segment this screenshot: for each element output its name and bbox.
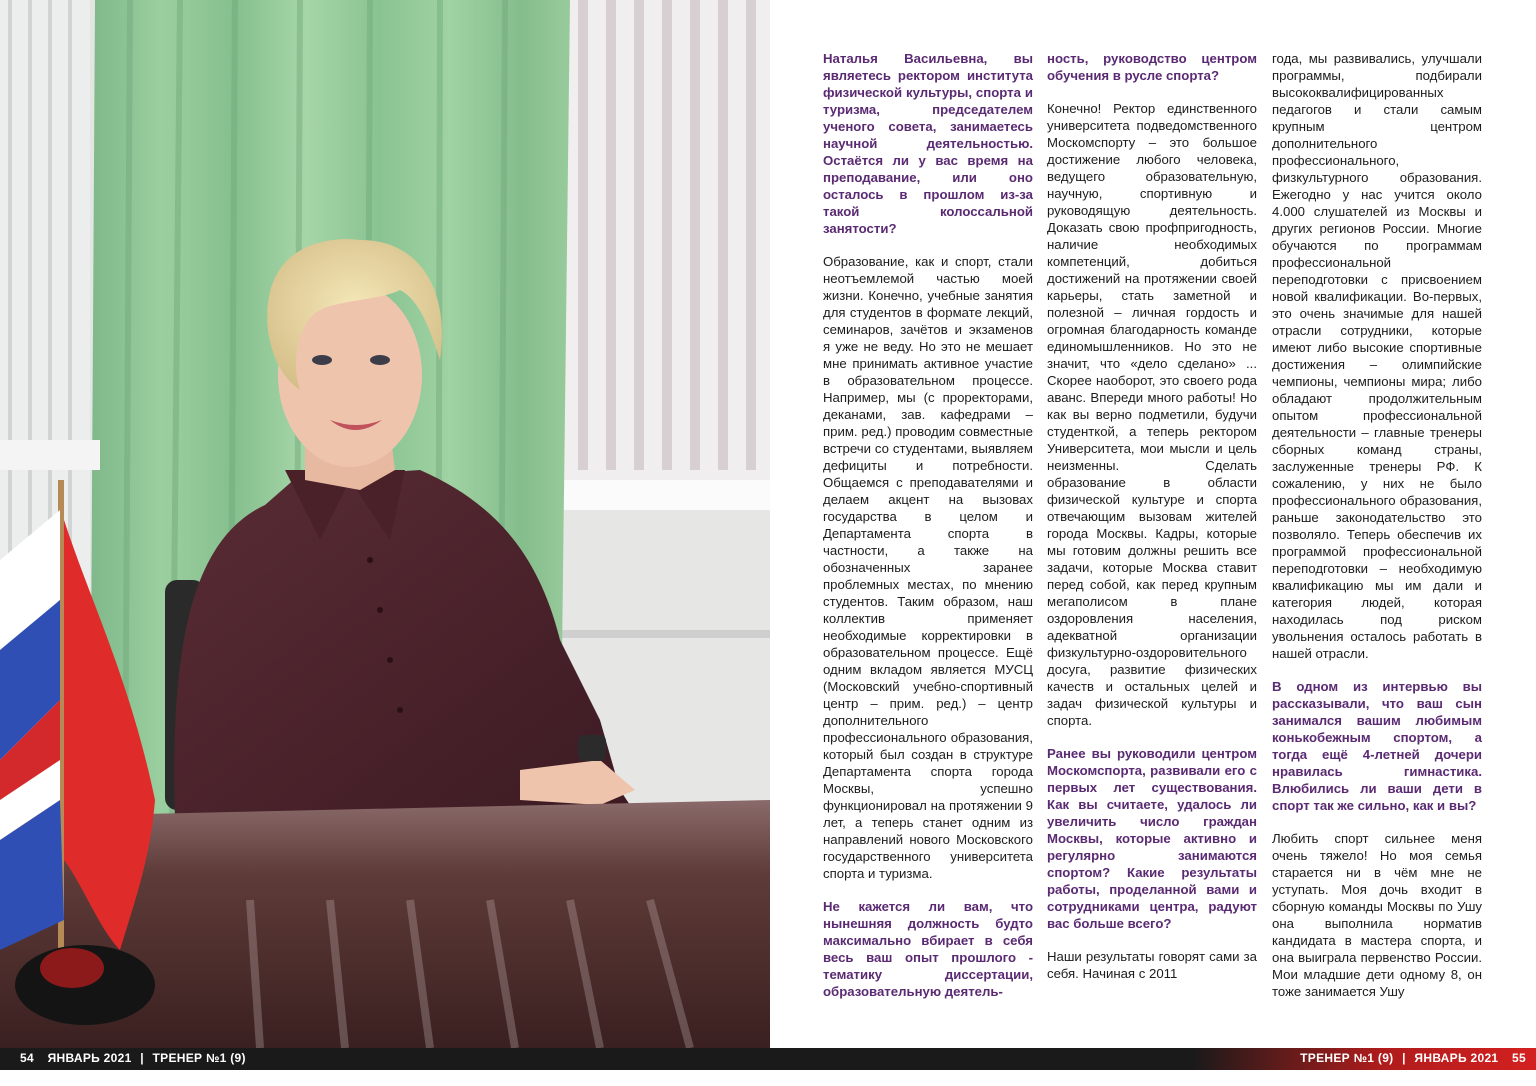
left-page-number: 54: [20, 1051, 34, 1065]
answer-paragraph: Любить спорт сильнее меня очень тяжело! Но моя семья старается ни в чём мне не уступать. Моя дочь входит в сборную команды Москвы по Ушу она выполнила норматив кандидата в мастера спорта, и она выиграла первенство России. Мои младшие дети одному 8, он тоже занимается Ушу: [1272, 831, 1482, 999]
bottom-margin: [0, 1070, 1536, 1086]
article-column-2: [1047, 50, 1257, 982]
answer-paragraph: Образование, как и спорт, стали неотъемлемой частью моей жизни. Конечно, учебные занятия для студентов в формате лекций, семинаров, зачётов и экзаменов я уже не веду. Но это не мешает мне принимать активное участие в образовательном процессе. Например, мы (с проректорами, деканами, зав. кафедрами – прим. ред.) проводим совместные встречи со студентами, выявляем дефициты и потребности. Общаемся с преподавателями и делаем акцент на вызовах государства в целом и Департамента спорта в частности, а также на обозначенных заранее проблемных местах, по мнению студентов. Таким образом, наш коллектив применяет необходимые корректировки в образовательном процессе. Ещё одним вкладом является МУСЦ (Московский учебно-спортивный центр – прим. ред.) – центр дополнительного профессионального образования, который был создан в структуре Департамента спорта города Москвы, успешно функционировал на протяжении 9 лет, а теперь станет одним из направлений нового Московского государственного университета спорта и туризма.: [823, 254, 1033, 881]
article-column-1: [823, 50, 1033, 1000]
right-issue: ЯНВАРЬ 2021: [1414, 1051, 1499, 1065]
right-page-number: 55: [1512, 1051, 1526, 1065]
portrait-photo: [0, 0, 770, 1048]
answer-paragraph: Конечно! Ректор единственного университета подведомственного Москомспорту – это большое достижение любого человека, ведущего образовательную, научную, спортивную и руководящую деятельность. Доказать свою профпригодность, наличие необходимых компетенций, добиться достижений на протяжении своей карьеры, стать заметной и полезной – личная гордость и огромная благодарность команде единомышленников. Но это не значит, что «дело сделано» ... Скорее наоборот, это своего рода аванс. Впереди много работы! Но как вы верно подметили, будучи студенткой, а теперь ректором Университета, мои мысли и цель неизменны. Сделать образование в области физической культуре и спорта отвечающим вызовам жителей города Москвы. Кадры, которые мы готовим должны решить все задачи, которые Москва ставит перед собой, как перед крупным мегаполисом в плане оздоровления населения, адекватной организации физкультурно-оздоровительного досуга, развитие физических качеств и остальных целей и задач физической культуры и спорта.: [1047, 101, 1257, 728]
footer-separator: |: [140, 1051, 144, 1065]
page-footer: [0, 1048, 1536, 1070]
question-paragraph: Ранее вы руководили центром Москомспорта, развивали его с первых лет существования. Как вы считаете, удалось ли увеличить число граждан Москвы, которые активно и регулярно занимаются спортом? Какие результаты работы, проделанной вами и сотрудниками центра, радуют вас больше всего?: [1047, 746, 1257, 931]
question-paragraph: Не кажется ли вам, что нынешняя должность будто максимально вбирает в себя весь ваш опыт прошлого - тематику диссертации, образовательную деятель-: [823, 899, 1033, 999]
footer-separator: |: [1402, 1051, 1406, 1065]
answer-paragraph: года, мы развивались, улучшали программы, подбирали высококвалифицированных педагогов и стали самым крупным центром дополнительного профессионального, физкультурного образования. Ежегодно у нас учится около 4.000 слушателей из Москвы и других регионов России. Многие обучаются по программам профессиональной переподготовки с присвоением новой квалификации. Во-первых, это очень значимые для нашей отрасли сотрудники, которые имеют либо высокие спортивные достижения – олимпийские чемпионы, чемпионы мира; либо обладают продолжительным опытом профессиональной деятельности – главные тренеры сборных команд страны, заслуженные тренеры РФ. К сожалению, у них не было профессионального образования, раньше законодательство это позволяло. Теперь обеспечив их программой профессиональной переподготовки – необходимую квалификацию мы им дали и категория людей, которая находилась под риском увольнения осталось работать в нашей отрасли.: [1272, 51, 1482, 661]
answer-paragraph: Наши результаты говорят сами за себя. Начиная с 2011: [1047, 949, 1257, 981]
article-column-3: [1272, 50, 1482, 1000]
left-issue: ЯНВАРЬ 2021: [47, 1051, 132, 1065]
question-paragraph: Наталья Васильевна, вы являетесь ректором института физической культуры, спорта и туризма, председателем ученого совета, занимаетесь научной деятельностью. Остаётся ли у вас время на преподавание, или оно осталось в прошлом из-за такой колоссальной занятости?: [823, 51, 1033, 236]
portrait-illustration: [0, 0, 770, 1048]
footer-left: [20, 1051, 246, 1065]
question-paragraph: ность, руководство центром обучения в русле спорта?: [1047, 51, 1257, 83]
question-paragraph: В одном из интервью вы рассказывали, что ваш сын занимался вашим любимым конькобежным спортом, а тогда ещё 4-летней дочери нравилась гимнастика. Влюбились ли ваши дети в спорт так же сильно, как и вы?: [1272, 679, 1482, 813]
footer-right: [1300, 1051, 1526, 1065]
left-magazine-title: ТРЕНЕР №1 (9): [152, 1051, 246, 1065]
right-magazine-title: ТРЕНЕР №1 (9): [1300, 1051, 1394, 1065]
